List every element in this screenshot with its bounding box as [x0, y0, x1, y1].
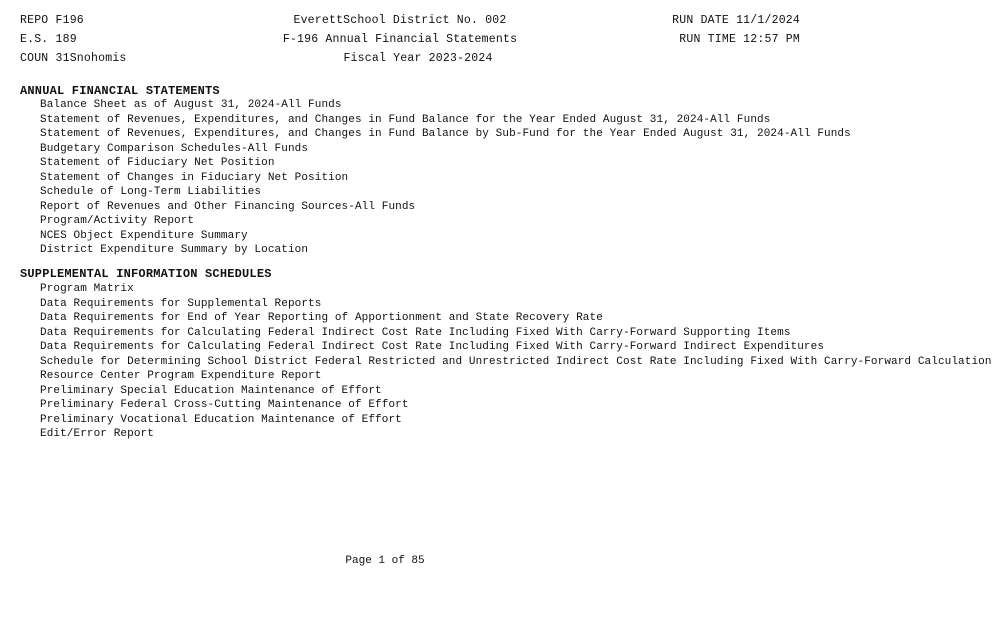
county-name: COUN 31Snohomis	[20, 52, 127, 65]
list-item: Resource Center Program Expenditure Report	[40, 370, 322, 382]
annual-financial-statements-heading: ANNUAL FINANCIAL STATEMENTS	[20, 84, 220, 98]
list-item: Data Requirements for Supplemental Reports	[40, 297, 322, 310]
list-item: Statement of Changes in Fiduciary Net Position	[40, 171, 349, 184]
district-name: EverettSchool District No. 002	[293, 14, 507, 27]
list-item: Program/Activity Report	[40, 215, 195, 227]
fiscal-year: Fiscal Year 2023-2024	[343, 52, 493, 65]
list-item: Preliminary Vocational Education Maintenance of Effort	[40, 413, 402, 426]
list-item: Program Matrix	[40, 283, 134, 295]
list-item: Report of Revenues and Other Financing Sources-All Funds	[40, 200, 416, 213]
list-item: Data Requirements for End of Year Reporting of Apportionment and State Recovery Rate	[40, 312, 603, 324]
run-date: RUN DATE 11/1/2024	[672, 14, 800, 27]
list-item: District Expenditure Summary by Location	[40, 244, 309, 256]
list-item: Statement of Revenues, Expenditures, and Changes in Fund Balance by Sub-Fund for the Year Ended August 31, 2024-All Funds	[40, 128, 851, 140]
list-item: NCES Object Expenditure Summary	[40, 229, 248, 242]
list-item: Data Requirements for Calculating Federal Indirect Cost Rate Including Fixed With Carry-Forward Supporting Items	[40, 326, 791, 339]
list-item: Schedule of Long-Term Liabilities	[40, 186, 262, 198]
form-title: F-196 Annual Financial Statements	[282, 33, 518, 46]
list-item: Statement of Fiduciary Net Position	[40, 157, 275, 169]
page-number: Page 1 of 85	[345, 555, 425, 567]
report-id: REPO F196	[20, 14, 84, 27]
list-item: Schedule for Determining School District Federal Restricted and Unrestricted Indirect Cost Rate Including Fixed With Carry-Forward Calculation	[40, 355, 992, 368]
supplemental-schedules-list	[40, 282, 992, 442]
es-number: E.S. 189	[20, 33, 77, 46]
annual-statements-list	[40, 98, 851, 258]
list-item: Balance Sheet as of August 31, 2024-All Funds	[40, 99, 342, 111]
supplemental-schedules-heading: SUPPLEMENTAL INFORMATION SCHEDULES	[20, 267, 272, 281]
list-item: Statement of Revenues, Expenditures, and Changes in Fund Balance for the Year Ended August 31, 2024-All Funds	[40, 113, 771, 126]
list-item: Edit/Error Report	[40, 428, 154, 440]
list-item: Preliminary Federal Cross-Cutting Maintenance of Effort	[40, 399, 409, 411]
list-item: Budgetary Comparison Schedules-All Funds	[40, 142, 309, 155]
list-item: Data Requirements for Calculating Federal Indirect Cost Rate Including Fixed With Carry-Forward Indirect Expenditures	[40, 341, 825, 353]
list-item: Preliminary Special Education Maintenance of Effort	[40, 384, 382, 397]
run-time: RUN TIME 12:57 PM	[679, 33, 800, 46]
